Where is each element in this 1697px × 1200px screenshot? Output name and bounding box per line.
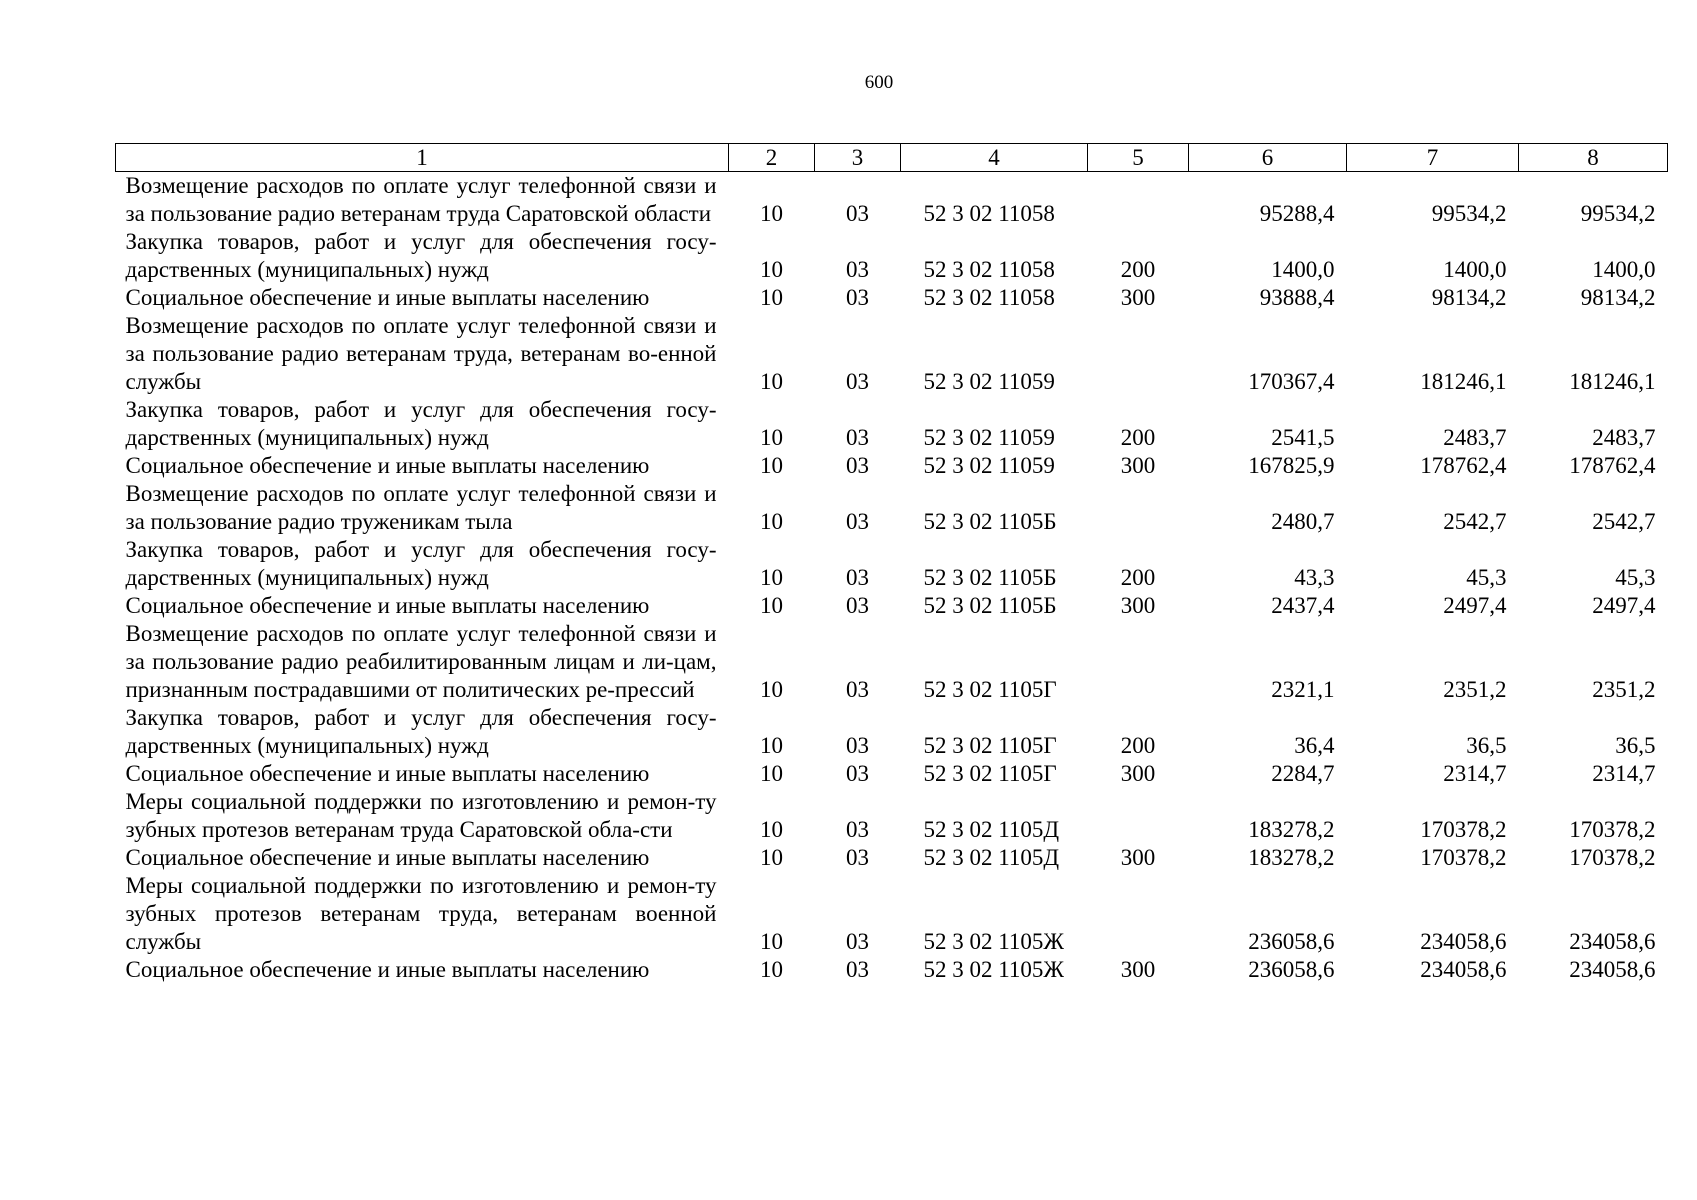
description-cell: Социальное обеспечение и иные выплаты населению (125, 761, 650, 786)
amount-cell-6: 1400,0 (1271, 257, 1335, 282)
amount-cell-7: 2542,7 (1443, 509, 1507, 534)
description-cell: Закупка товаров, работ и услуг для обеспечения госу-дарственных (муниципальных) нужд (125, 229, 717, 282)
amount-cell-8: 2483,7 (1592, 425, 1656, 450)
target-code-cell: 52 3 02 1105Ж (923, 957, 1065, 982)
page-number: 600 (864, 72, 894, 93)
table-row (116, 788, 1668, 844)
budget-table (115, 143, 1668, 984)
amount-cell-8: 99534,2 (1580, 201, 1656, 226)
table-body (116, 172, 1668, 985)
expense-type-cell (1088, 788, 1189, 844)
subsection-cell: 03 (846, 565, 869, 590)
amount-cell-7: 178762,4 (1420, 453, 1507, 478)
target-code-cell: 52 3 02 11059 (923, 425, 1055, 450)
amount-cell-6: 183278,2 (1248, 817, 1335, 842)
expense-type-cell: 200 (1120, 733, 1156, 758)
amount-cell-8: 170378,2 (1569, 817, 1656, 842)
amount-cell-7: 2497,4 (1443, 593, 1507, 618)
amount-cell-6: 236058,6 (1248, 929, 1335, 954)
amount-cell-8: 98134,2 (1580, 285, 1656, 310)
amount-cell-6: 2480,7 (1271, 509, 1335, 534)
expense-type-cell (1088, 480, 1189, 536)
header-cell-1: 1 (116, 144, 729, 172)
amount-cell-6: 183278,2 (1248, 845, 1335, 870)
header-cell-2: 2 (729, 144, 815, 172)
target-code-cell: 52 3 02 11058 (923, 285, 1055, 310)
expense-type-cell (1088, 872, 1189, 956)
amount-cell-8: 181246,1 (1569, 369, 1656, 394)
expense-type-cell: 300 (1120, 845, 1156, 870)
expense-type-cell: 200 (1120, 425, 1156, 450)
amount-cell-7: 234058,6 (1420, 957, 1507, 982)
subsection-cell: 03 (846, 761, 869, 786)
table-row (116, 844, 1668, 872)
header-cell-3: 3 (815, 144, 901, 172)
subsection-cell: 03 (846, 929, 869, 954)
section-cell: 10 (760, 285, 783, 310)
subsection-cell: 03 (846, 677, 869, 702)
description-cell: Социальное обеспечение и иные выплаты населению (125, 593, 650, 618)
table-row (116, 480, 1668, 536)
amount-cell-6: 95288,4 (1259, 201, 1335, 226)
description-cell: Социальное обеспечение и иные выплаты населению (125, 845, 650, 870)
table-row (116, 620, 1668, 704)
amount-cell-8: 234058,6 (1569, 929, 1656, 954)
description-cell: Закупка товаров, работ и услуг для обеспечения госу-дарственных (муниципальных) нужд (125, 537, 717, 590)
description-cell: Социальное обеспечение и иные выплаты населению (125, 285, 650, 310)
subsection-cell: 03 (846, 957, 869, 982)
table-row (116, 396, 1668, 452)
amount-cell-7: 170378,2 (1420, 817, 1507, 842)
section-cell: 10 (760, 453, 783, 478)
expense-type-cell: 300 (1120, 285, 1156, 310)
amount-cell-6: 2284,7 (1271, 761, 1335, 786)
section-cell: 10 (760, 761, 783, 786)
amount-cell-7: 2314,7 (1443, 761, 1507, 786)
section-cell: 10 (760, 817, 783, 842)
amount-cell-7: 234058,6 (1420, 929, 1507, 954)
target-code-cell: 52 3 02 11058 (923, 201, 1055, 226)
description-cell: Меры социальной поддержки по изготовлению и ремон-ту зубных протезов ветеранам труда, ветеранам военной службы (125, 873, 717, 954)
amount-cell-8: 234058,6 (1569, 957, 1656, 982)
amount-cell-8: 2497,4 (1592, 593, 1656, 618)
section-cell: 10 (760, 369, 783, 394)
target-code-cell: 52 3 02 1105Б (923, 509, 1057, 534)
table-row (116, 172, 1668, 229)
header-cell-4: 4 (901, 144, 1088, 172)
table-row (116, 228, 1668, 284)
table-row (116, 284, 1668, 312)
expense-type-cell (1088, 312, 1189, 396)
amount-cell-6: 170367,4 (1248, 369, 1335, 394)
amount-cell-8: 45,3 (1615, 565, 1656, 590)
description-cell: Социальное обеспечение и иные выплаты населению (125, 957, 650, 982)
table-row (116, 452, 1668, 480)
subsection-cell: 03 (846, 285, 869, 310)
subsection-cell: 03 (846, 201, 869, 226)
target-code-cell: 52 3 02 1105Д (923, 817, 1060, 842)
header-cell-5: 5 (1088, 144, 1189, 172)
amount-cell-8: 36,5 (1615, 733, 1656, 758)
amount-cell-8: 2351,2 (1592, 677, 1656, 702)
target-code-cell: 52 3 02 1105Д (923, 845, 1060, 870)
section-cell: 10 (760, 957, 783, 982)
expense-type-cell: 300 (1120, 593, 1156, 618)
header-cell-7: 7 (1347, 144, 1519, 172)
description-cell: Возмещение расходов по оплате услуг телефонной связи и за пользование радио реабилитированным лицам и ли-цам, признанным пострадавшими от политических ре-прессий (125, 621, 717, 702)
amount-cell-6: 2541,5 (1271, 425, 1335, 450)
table-row (116, 704, 1668, 760)
section-cell: 10 (760, 929, 783, 954)
section-cell: 10 (760, 257, 783, 282)
amount-cell-7: 2483,7 (1443, 425, 1507, 450)
expense-type-cell: 300 (1120, 761, 1156, 786)
section-cell: 10 (760, 565, 783, 590)
section-cell: 10 (760, 677, 783, 702)
target-code-cell: 52 3 02 1105Б (923, 593, 1057, 618)
amount-cell-7: 1400,0 (1443, 257, 1507, 282)
target-code-cell: 52 3 02 1105Г (923, 733, 1057, 758)
subsection-cell: 03 (846, 845, 869, 870)
subsection-cell: 03 (846, 593, 869, 618)
description-cell: Социальное обеспечение и иные выплаты населению (125, 453, 650, 478)
amount-cell-7: 45,3 (1466, 565, 1507, 590)
amount-cell-7: 170378,2 (1420, 845, 1507, 870)
subsection-cell: 03 (846, 257, 869, 282)
expense-type-cell: 200 (1120, 565, 1156, 590)
table-row (116, 536, 1668, 592)
amount-cell-7: 181246,1 (1420, 369, 1507, 394)
section-cell: 10 (760, 733, 783, 758)
subsection-cell: 03 (846, 733, 869, 758)
description-cell: Возмещение расходов по оплате услуг телефонной связи и за пользование радио труженикам тыла (125, 481, 717, 534)
amount-cell-8: 170378,2 (1569, 845, 1656, 870)
amount-cell-6: 93888,4 (1259, 285, 1335, 310)
target-code-cell: 52 3 02 11059 (923, 453, 1055, 478)
expense-type-cell: 300 (1120, 453, 1156, 478)
amount-cell-8: 2314,7 (1592, 761, 1656, 786)
amount-cell-6: 36,4 (1294, 733, 1335, 758)
amount-cell-7: 98134,2 (1431, 285, 1507, 310)
target-code-cell: 52 3 02 1105Ж (923, 929, 1065, 954)
subsection-cell: 03 (846, 369, 869, 394)
description-cell: Возмещение расходов по оплате услуг телефонной связи и за пользование радио ветеранам труда, ветеранам во-енной службы (125, 313, 717, 394)
table-header (116, 144, 1668, 172)
amount-cell-8: 1400,0 (1592, 257, 1656, 282)
amount-cell-7: 99534,2 (1431, 201, 1507, 226)
amount-cell-6: 43,3 (1294, 565, 1335, 590)
target-code-cell: 52 3 02 11058 (923, 257, 1055, 282)
subsection-cell: 03 (846, 817, 869, 842)
target-code-cell: 52 3 02 1105Г (923, 761, 1057, 786)
description-cell: Закупка товаров, работ и услуг для обеспечения госу-дарственных (муниципальных) нужд (125, 397, 717, 450)
subsection-cell: 03 (846, 453, 869, 478)
expense-type-cell (1088, 620, 1189, 704)
table-row (116, 760, 1668, 788)
section-cell: 10 (760, 201, 783, 226)
amount-cell-6: 2321,1 (1271, 677, 1335, 702)
amount-cell-8: 2542,7 (1592, 509, 1656, 534)
amount-cell-6: 167825,9 (1248, 453, 1335, 478)
table-row (116, 592, 1668, 620)
description-cell: Возмещение расходов по оплате услуг телефонной связи и за пользование радио ветеранам труда Саратовской области (125, 173, 717, 226)
target-code-cell: 52 3 02 1105Б (923, 565, 1057, 590)
section-cell: 10 (760, 593, 783, 618)
table-row (116, 312, 1668, 396)
target-code-cell: 52 3 02 1105Г (923, 677, 1057, 702)
expense-type-cell: 300 (1120, 957, 1156, 982)
table-row (116, 956, 1668, 984)
header-row (116, 144, 1668, 172)
expense-type-cell: 200 (1120, 257, 1156, 282)
description-cell: Меры социальной поддержки по изготовлению и ремон-ту зубных протезов ветеранам труда Саратовской обла-сти (125, 789, 717, 842)
section-cell: 10 (760, 425, 783, 450)
amount-cell-6: 236058,6 (1248, 957, 1335, 982)
subsection-cell: 03 (846, 425, 869, 450)
amount-cell-7: 2351,2 (1443, 677, 1507, 702)
table-row (116, 872, 1668, 956)
header-cell-8: 8 (1519, 144, 1668, 172)
amount-cell-7: 36,5 (1466, 733, 1507, 758)
amount-cell-6: 2437,4 (1271, 593, 1335, 618)
target-code-cell: 52 3 02 11059 (923, 369, 1055, 394)
amount-cell-8: 178762,4 (1569, 453, 1656, 478)
subsection-cell: 03 (846, 509, 869, 534)
section-cell: 10 (760, 845, 783, 870)
description-cell: Закупка товаров, работ и услуг для обеспечения госу-дарственных (муниципальных) нужд (125, 705, 717, 758)
expense-type-cell (1088, 172, 1189, 229)
section-cell: 10 (760, 509, 783, 534)
header-cell-6: 6 (1189, 144, 1347, 172)
